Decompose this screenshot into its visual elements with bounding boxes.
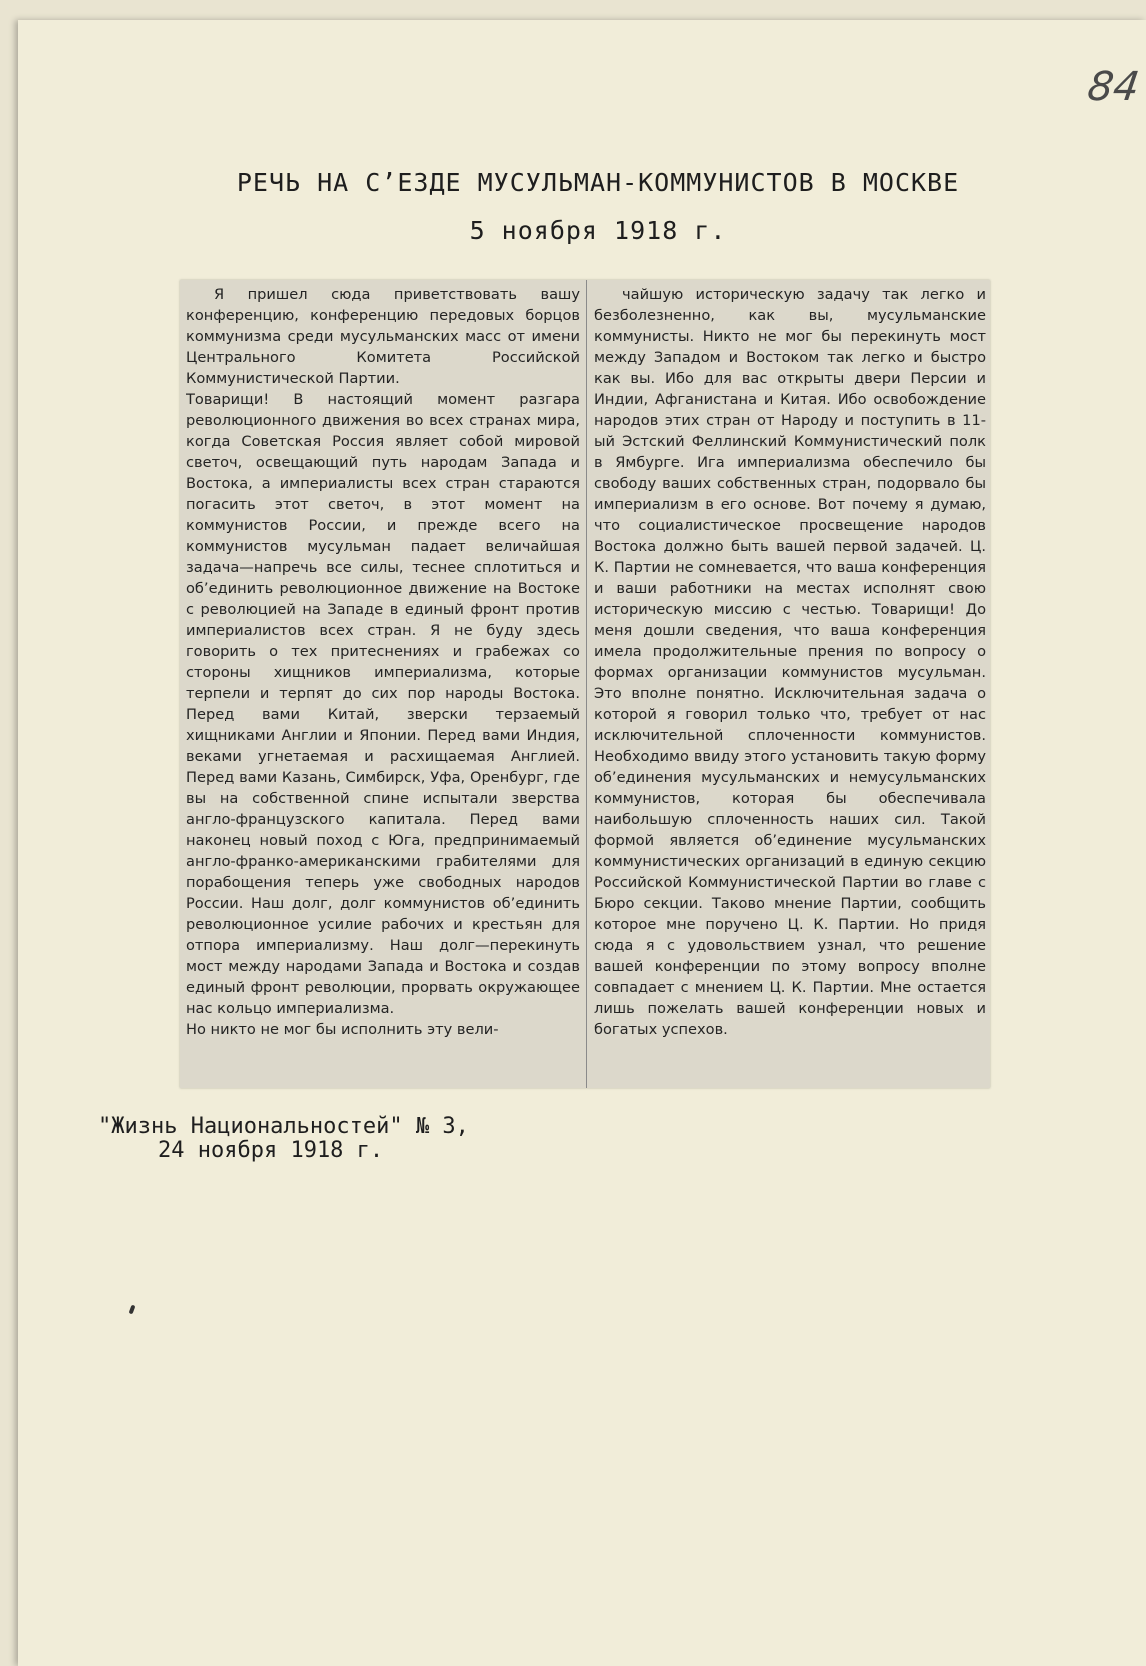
paragraph: Я пришел сюда приветствовать вашу конференцию, конференцию передовых борцов коммунизма среди мусульманских масс от имени Центрального Комитета Российской Коммунистической Партии. (186, 286, 580, 387)
source-line-1: "Жизнь Национальностей" № 3, (98, 1114, 469, 1139)
ink-mark (129, 1305, 136, 1315)
source-line-2: 24 ноября 1918 г. (158, 1138, 384, 1163)
page-title: РЕЧЬ НА С’ЕЗДЕ МУСУЛЬМАН-КОММУНИСТОВ В МОСКВЕ (236, 168, 960, 197)
source-citation (98, 1115, 469, 1163)
column-divider (586, 280, 587, 1088)
speech-date: 5 ноября 1918 г. (469, 216, 727, 245)
clipping-left-column (186, 284, 580, 1088)
paragraph: Товарищи! В настоящий момент разгара революционного движения во всех странах мира, когда Советская Россия являет собой мировой светоч, освещающий путь народам Запада и Востока, а империалисты всех стран стараются погасить этот светоч, в этот момент на коммунистов России, и прежде всего на коммунистов мусульман падает величайшая задача—напречь все силы, теснее сплотиться и об’единить революционное движение на Востоке с революцией на Западе в единый фронт против империалистов всех стран. Я не буду здесь говорить о тех притеснениях и грабежах со стороны хищников империализма, которые терпели и терпят до сих пор народы Востока. Перед вами Китай, зверски терзаемый хищниками Англии и Японии. Перед вами Индия, веками угнетаемая и расхищаемая Англией. Перед вами Казань, Симбирск, Уфа, Оренбург, где вы на собственной спине испытали зверства англо-французского капитала. Перед вами наконец новый поход с Юга, предпринимаемый англо-франко-американскими грабителями для порабощения теперь уже свободных народов России. Наш долг, долг коммунистов об’единить революционное усилие рабочих и крестьян для отпора империализму. Наш долг—перекинуть мост между народами Запада и Востока и создав единый фронт революции, прорвать окружающее нас кольцо империализма. (186, 391, 580, 1017)
paragraph: чайшую историческую задачу так легко и безболезненно, как вы, мусульманские коммунисты. Никто не мог бы перекинуть мост между Западом и Востоком так легко и быстро как вы. Ибо для вас открыты двери Персии и Индии, Афганистана и Китая. Ибо освобождение народов этих стран от Народу и поступить в 11-ый Эстский Феллинский Коммунистический полк в Ямбурге. Ига империализма обеспечило бы свободу ваших собственных стран, подорвало бы империализм в его основе. Вот почему я думаю, что социалистическое просвещение народов Востока должно быть вашей первой задачей. Ц. К. Партии не сомневается, что ваша конференция и ваши работники на местах исполнят свою историческую миссию с честью. Товарищи! До меня дошли сведения, что ваша конференция имела продолжительные прения по вопросу о формах организации коммунистов мусульман. Это вполне понятно. Исключительная задача о которой я говорил только что, требует от нас исключительной сплоченности коммунистов. Необходимо ввиду этого установить такую форму об’единения мусульманских и немусульманских коммунистов, которая бы обеспечивала наибольшую сплоченность наших сил. Такой формой является об’единение мусульманских коммунистических организаций в единую секцию Российской Коммунистической Партии во главе с Бюро секции. Таково мнение Партии, сообщить которое мне поручено Ц. К. Партии. Но придя сюда я с удовольствием узнал, что решение вашей конференции по этому вопросу вполне совпадает с мнением Ц. К. Партии. Мне остается лишь пожелать вашей конференции новых и богатых успехов. (594, 286, 986, 1038)
paragraph: Но никто не мог бы исполнить эту вели- (186, 1021, 499, 1038)
newspaper-clipping (180, 280, 990, 1088)
archive-sheet (18, 20, 1146, 1666)
handwritten-page-number: 84 (1084, 64, 1143, 110)
clipping-right-column (594, 284, 986, 1088)
